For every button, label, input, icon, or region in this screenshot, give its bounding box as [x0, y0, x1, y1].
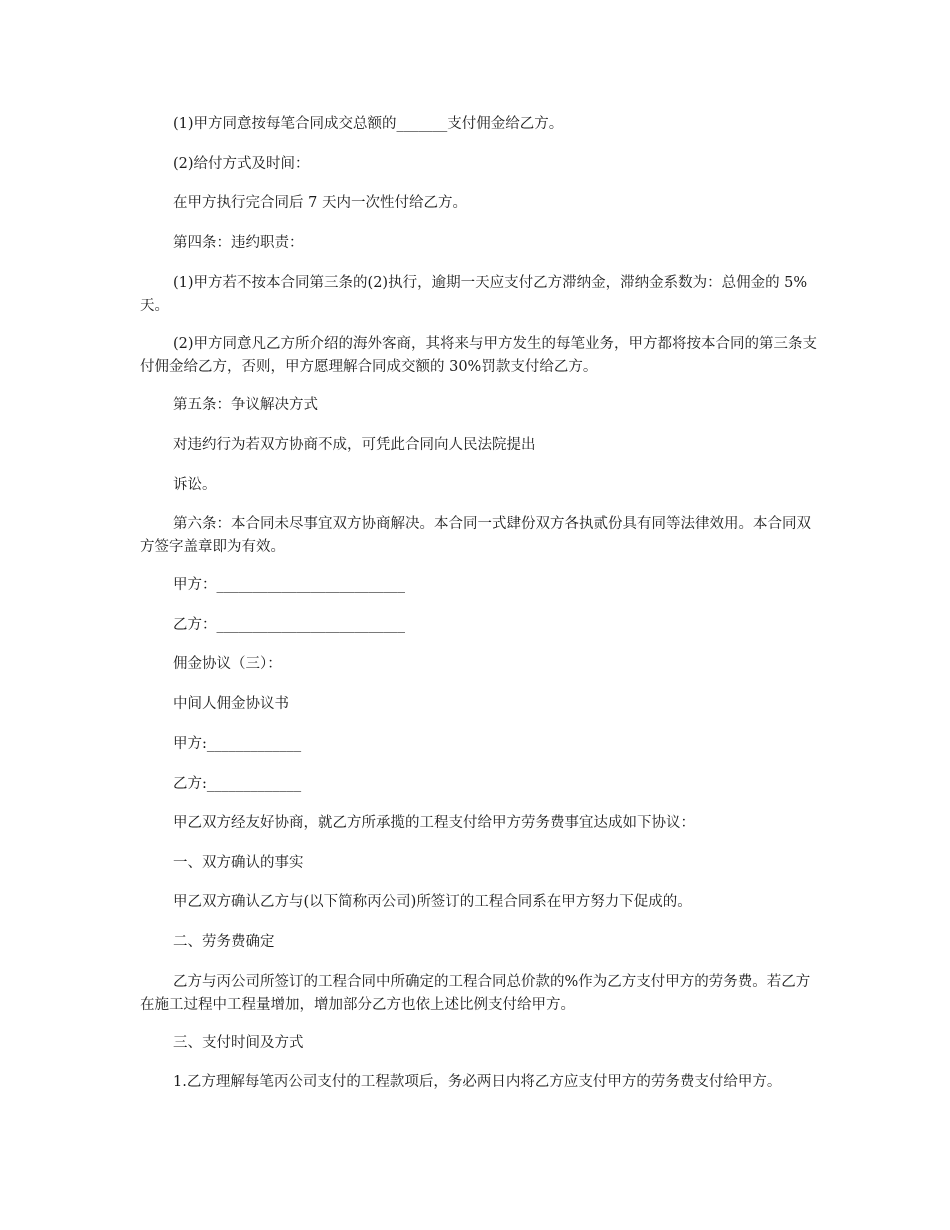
paragraph-litigation: 诉讼。	[173, 477, 217, 493]
paragraph-payment-terms: 1.乙方理解每笔丙公司支付的工程款项后，务必两日内将乙方应支付甲方的劳务费支付给甲方。	[173, 1074, 782, 1090]
paragraph-confirmed-facts: 甲乙双方确认乙方与(以下简称丙公司)所签订的工程合同系在甲方努力下促成的。	[173, 894, 692, 910]
heading-section-two: 二、劳务费确定	[173, 934, 275, 950]
paragraph-payment-time: 在甲方执行完合同后 7 天内一次性付给乙方。	[173, 195, 467, 211]
heading-article-five: 第五条：争议解决方式	[173, 397, 318, 413]
heading-article-four: 第四条：违约职责：	[173, 235, 304, 251]
party-b-field: 乙方:_____________	[173, 776, 302, 792]
document-title: 中间人佣金协议书	[173, 696, 289, 712]
paragraph-commission-rate: (1)甲方同意按每笔合同成交总额的_______支付佣金给乙方。	[173, 116, 564, 132]
paragraph-payment-method: (2)给付方式及时间：	[173, 156, 310, 172]
party-a-field: 甲方:_____________	[173, 736, 302, 752]
paragraph-article-six: 第六条：本合同未尽事宜双方协商解决。本合同一式肆份双方各执贰份具有同等法律效用。本合同双方签字盖章即为有效。	[140, 516, 811, 555]
signature-party-b: 乙方：__________________________	[173, 617, 405, 633]
section-title-agreement-three: 佣金协议（三）：	[173, 656, 282, 672]
heading-section-one: 一、双方确认的事实	[173, 855, 304, 871]
paragraph-penalty: (2)甲方同意凡乙方所介绍的海外客商，其将来与甲方发生的每笔业务，甲方都将按本合同的第三条支付佣金给乙方，否则，甲方愿理解合同成交额的 30%罚款支付给乙方。	[140, 336, 818, 375]
signature-party-a: 甲方：__________________________	[173, 577, 405, 593]
heading-section-three: 三、支付时间及方式	[173, 1035, 304, 1051]
paragraph-late-fee: (1)甲方若不按本合同第三条的(2)执行，逾期一天应支付乙方滞纳金，滞纳金系数为：总佣金的 5%天。	[140, 275, 808, 314]
paragraph-preamble: 甲乙双方经友好协商，就乙方所承揽的工程支付给甲方劳务费事宜达成如下协议：	[173, 815, 695, 831]
paragraph-service-fee: 乙方与丙公司所签订的工程合同中所确定的工程合同总价款的%作为乙方支付甲方的劳务费。若乙方在施工过程中工程量增加，增加部分乙方也依上述比例支付给甲方。	[140, 974, 811, 1013]
paragraph-dispute: 对违约行为若双方协商不成，可凭此合同向人民法院提出	[173, 437, 536, 453]
